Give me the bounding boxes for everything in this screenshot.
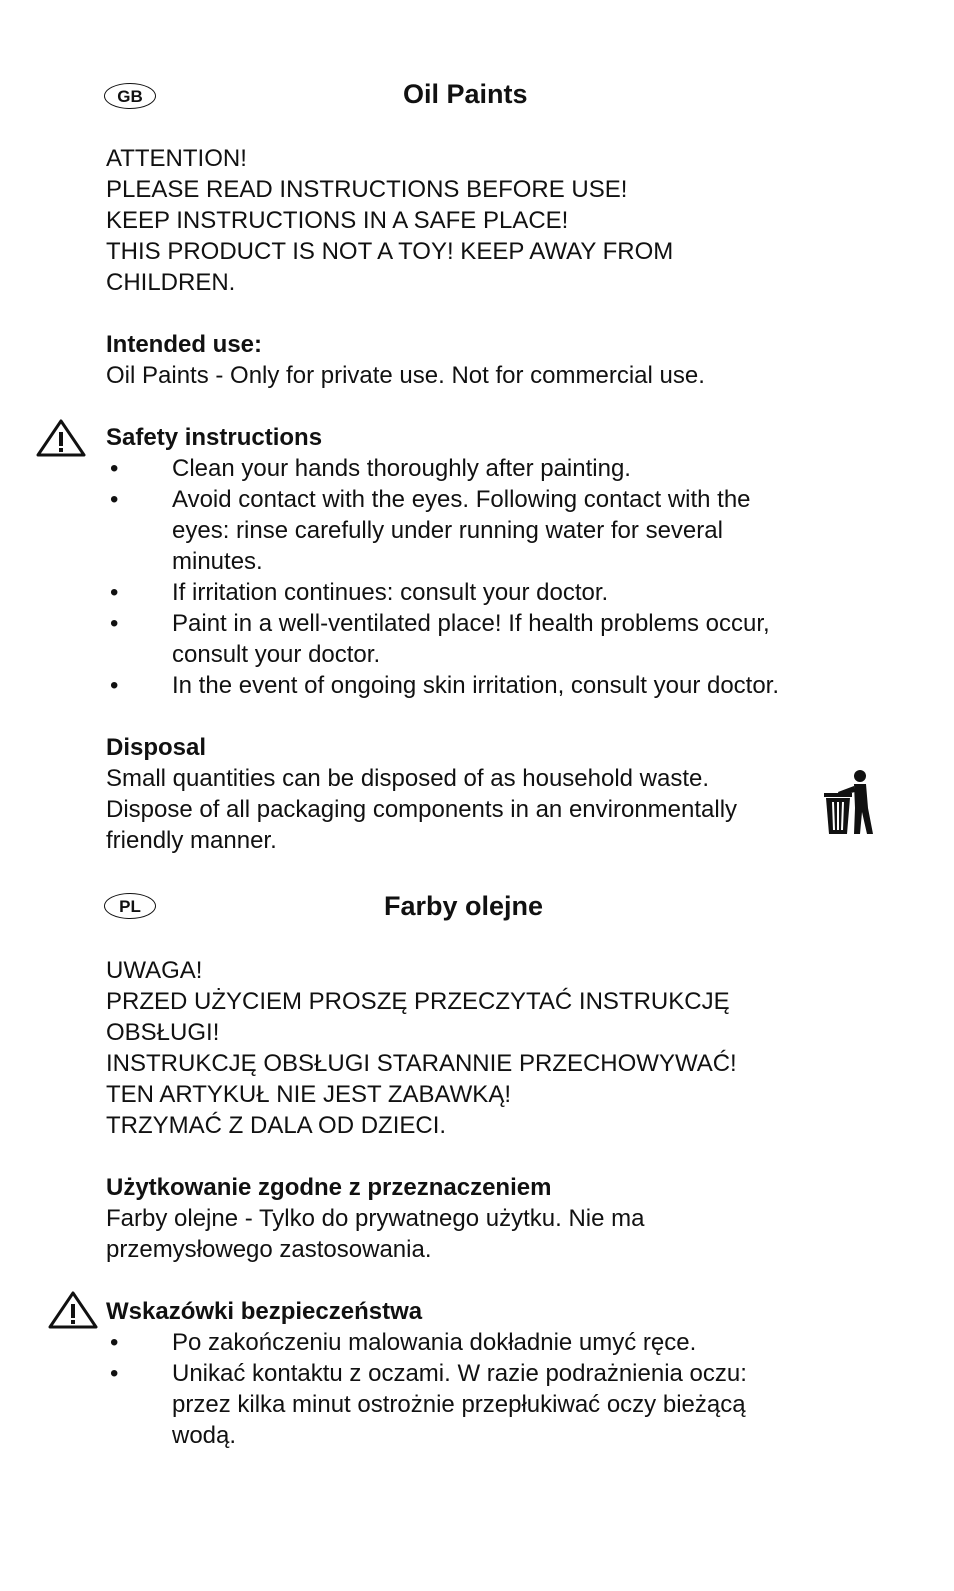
section-title-pl: Farby olejne [384,891,544,921]
intended-use-text: przemysłowego zastosowania. [106,1236,432,1263]
language-badge-gb: GB [104,83,156,109]
attention-line: TRZYMAĆ Z DALA OD DZIECI. [106,1112,447,1139]
attention-line: THIS PRODUCT IS NOT A TOY! KEEP AWAY FROM [106,238,674,265]
safety-item-continued: eyes: rinse carefully under running water for several [172,517,723,544]
bullet-marker: • [110,610,119,637]
attention-line: PLEASE READ INSTRUCTIONS BEFORE USE! [106,176,628,203]
attention-line: CHILDREN. [106,269,236,296]
safety-heading: Safety instructions [106,424,323,451]
safety-item: If irritation continues: consult your doctor. [172,579,609,606]
intended-use-heading: Intended use: [106,331,263,358]
bullet-marker: • [110,1329,119,1356]
disposal-text: Dispose of all packaging components in an environmentally [106,796,738,823]
section-title-gb: Oil Paints [403,79,528,109]
bullet-marker: • [110,455,119,482]
warning-triangle-icon [36,419,86,457]
bullet-marker: • [110,1360,119,1387]
disposal-text: Small quantities can be disposed of as household waste. [106,765,710,792]
safety-item-continued: consult your doctor. [172,641,381,668]
intended-use-text: Farby olejne - Tylko do prywatnego użytku. Nie ma [106,1205,645,1232]
attention-line: PRZED UŻYCIEM PROSZĘ PRZECZYTAĆ INSTRUKCJĘ [106,988,730,1015]
warning-triangle-icon [48,1291,98,1329]
safety-item: In the event of ongoing skin irritation, consult your doctor. [172,672,780,699]
safety-item: Po zakończeniu malowania dokładnie umyć ręce. [172,1329,697,1356]
safety-heading: Wskazówki bezpieczeństwa [106,1298,423,1325]
attention-line: INSTRUKCJĘ OBSŁUGI STARANNIE PRZECHOWYWAĆ! [106,1050,737,1077]
disposal-text: friendly manner. [106,827,277,854]
safety-item-continued: minutes. [172,548,263,575]
attention-line: TEN ARTYKUŁ NIE JEST ZABAWKĄ! [106,1081,511,1108]
person-trash-bin-icon [820,768,876,838]
attention-line: UWAGA! [106,957,203,984]
safety-item: Unikać kontaktu z oczami. W razie podrażnienia oczu: [172,1360,747,1387]
disposal-heading: Disposal [106,734,207,761]
safety-item: Paint in a well-ventilated place! If health problems occur, [172,610,770,637]
intended-use-heading: Użytkowanie zgodne z przeznaczeniem [106,1174,552,1201]
safety-item-continued: przez kilka minut ostrożnie przepłukiwać oczy bieżącą [172,1391,746,1418]
bullet-marker: • [110,486,119,513]
attention-line: KEEP INSTRUCTIONS IN A SAFE PLACE! [106,207,569,234]
safety-item: Avoid contact with the eyes. Following contact with the [172,486,751,513]
bullet-marker: • [110,672,119,699]
bullet-marker: • [110,579,119,606]
attention-line: ATTENTION! [106,145,247,172]
safety-item: Clean your hands thoroughly after painting. [172,455,631,482]
safety-item-continued: wodą. [172,1422,237,1449]
intended-use-text: Oil Paints - Only for private use. Not for commercial use. [106,362,705,389]
attention-line: OBSŁUGI! [106,1019,220,1046]
language-badge-pl: PL [104,893,156,919]
